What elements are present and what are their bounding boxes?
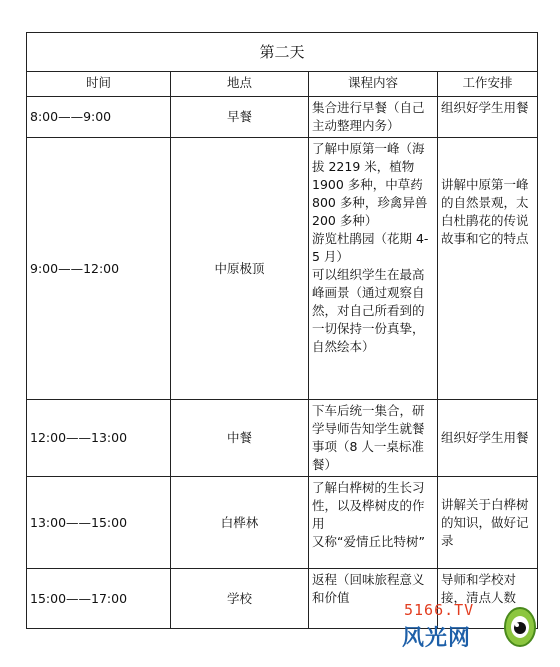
watermark-name: 风光网 [402, 626, 472, 651]
row-place: 中原极顶 [171, 138, 309, 400]
row-place: 早餐 [171, 97, 309, 138]
row-time: 12:00——13:00 [27, 400, 171, 477]
row-course: 了解白桦树的生长习性，以及桦树皮的作用 又称“爱情丘比特树” [309, 477, 438, 569]
row-place: 白桦林 [171, 477, 309, 569]
header-time: 时间 [27, 72, 171, 97]
eye-logo-icon [502, 605, 538, 649]
row-work: 导师和学校对接，清点人数 [438, 569, 538, 629]
row-course: 集合进行早餐（自己主动整理内务） [309, 97, 438, 138]
table-row [27, 97, 538, 138]
row-course: 下车后统一集合，研学导师告知学生就餐事项（8 人一桌标准餐） [309, 400, 438, 477]
header-course: 课程内容 [309, 72, 438, 97]
row-work: 讲解中原第一峰的自然景观，太白杜鹃花的传说故事和它的特点 [438, 138, 538, 400]
day-title: 第二天 [27, 33, 538, 72]
header-place: 地点 [171, 72, 309, 97]
row-time: 15:00——17:00 [27, 569, 171, 629]
row-time: 8:00——9:00 [27, 97, 171, 138]
row-time: 13:00——15:00 [27, 477, 171, 569]
header-work: 工作安排 [438, 72, 538, 97]
table-row [27, 138, 538, 400]
row-course: 了解中原第一峰（海拔 2219 米，植物 1900 多种，中草药 800 多种，珍禽异兽 200 多种） 游览杜鹃园（花期 4-5 月） 可以组织学生在最高峰画景（通过观察自然，对自己所看到的一切保持一份真挚，自然绘本） [309, 138, 438, 400]
row-work: 讲解关于白桦树的知识，做好记录 [438, 477, 538, 569]
row-time: 9:00——12:00 [27, 138, 171, 400]
site-watermark [402, 599, 552, 659]
row-work: 组织好学生用餐 [438, 400, 538, 477]
table-header-row [27, 72, 538, 97]
row-work: 组织好学生用餐 [438, 97, 538, 138]
row-place: 中餐 [171, 400, 309, 477]
table-row [27, 400, 538, 477]
table-row [27, 477, 538, 569]
schedule-table [26, 32, 538, 629]
row-place: 学校 [171, 569, 309, 629]
watermark-url: 5166.TV [404, 601, 475, 619]
row-course: 返程（回味旅程意义和价值 [309, 569, 438, 629]
